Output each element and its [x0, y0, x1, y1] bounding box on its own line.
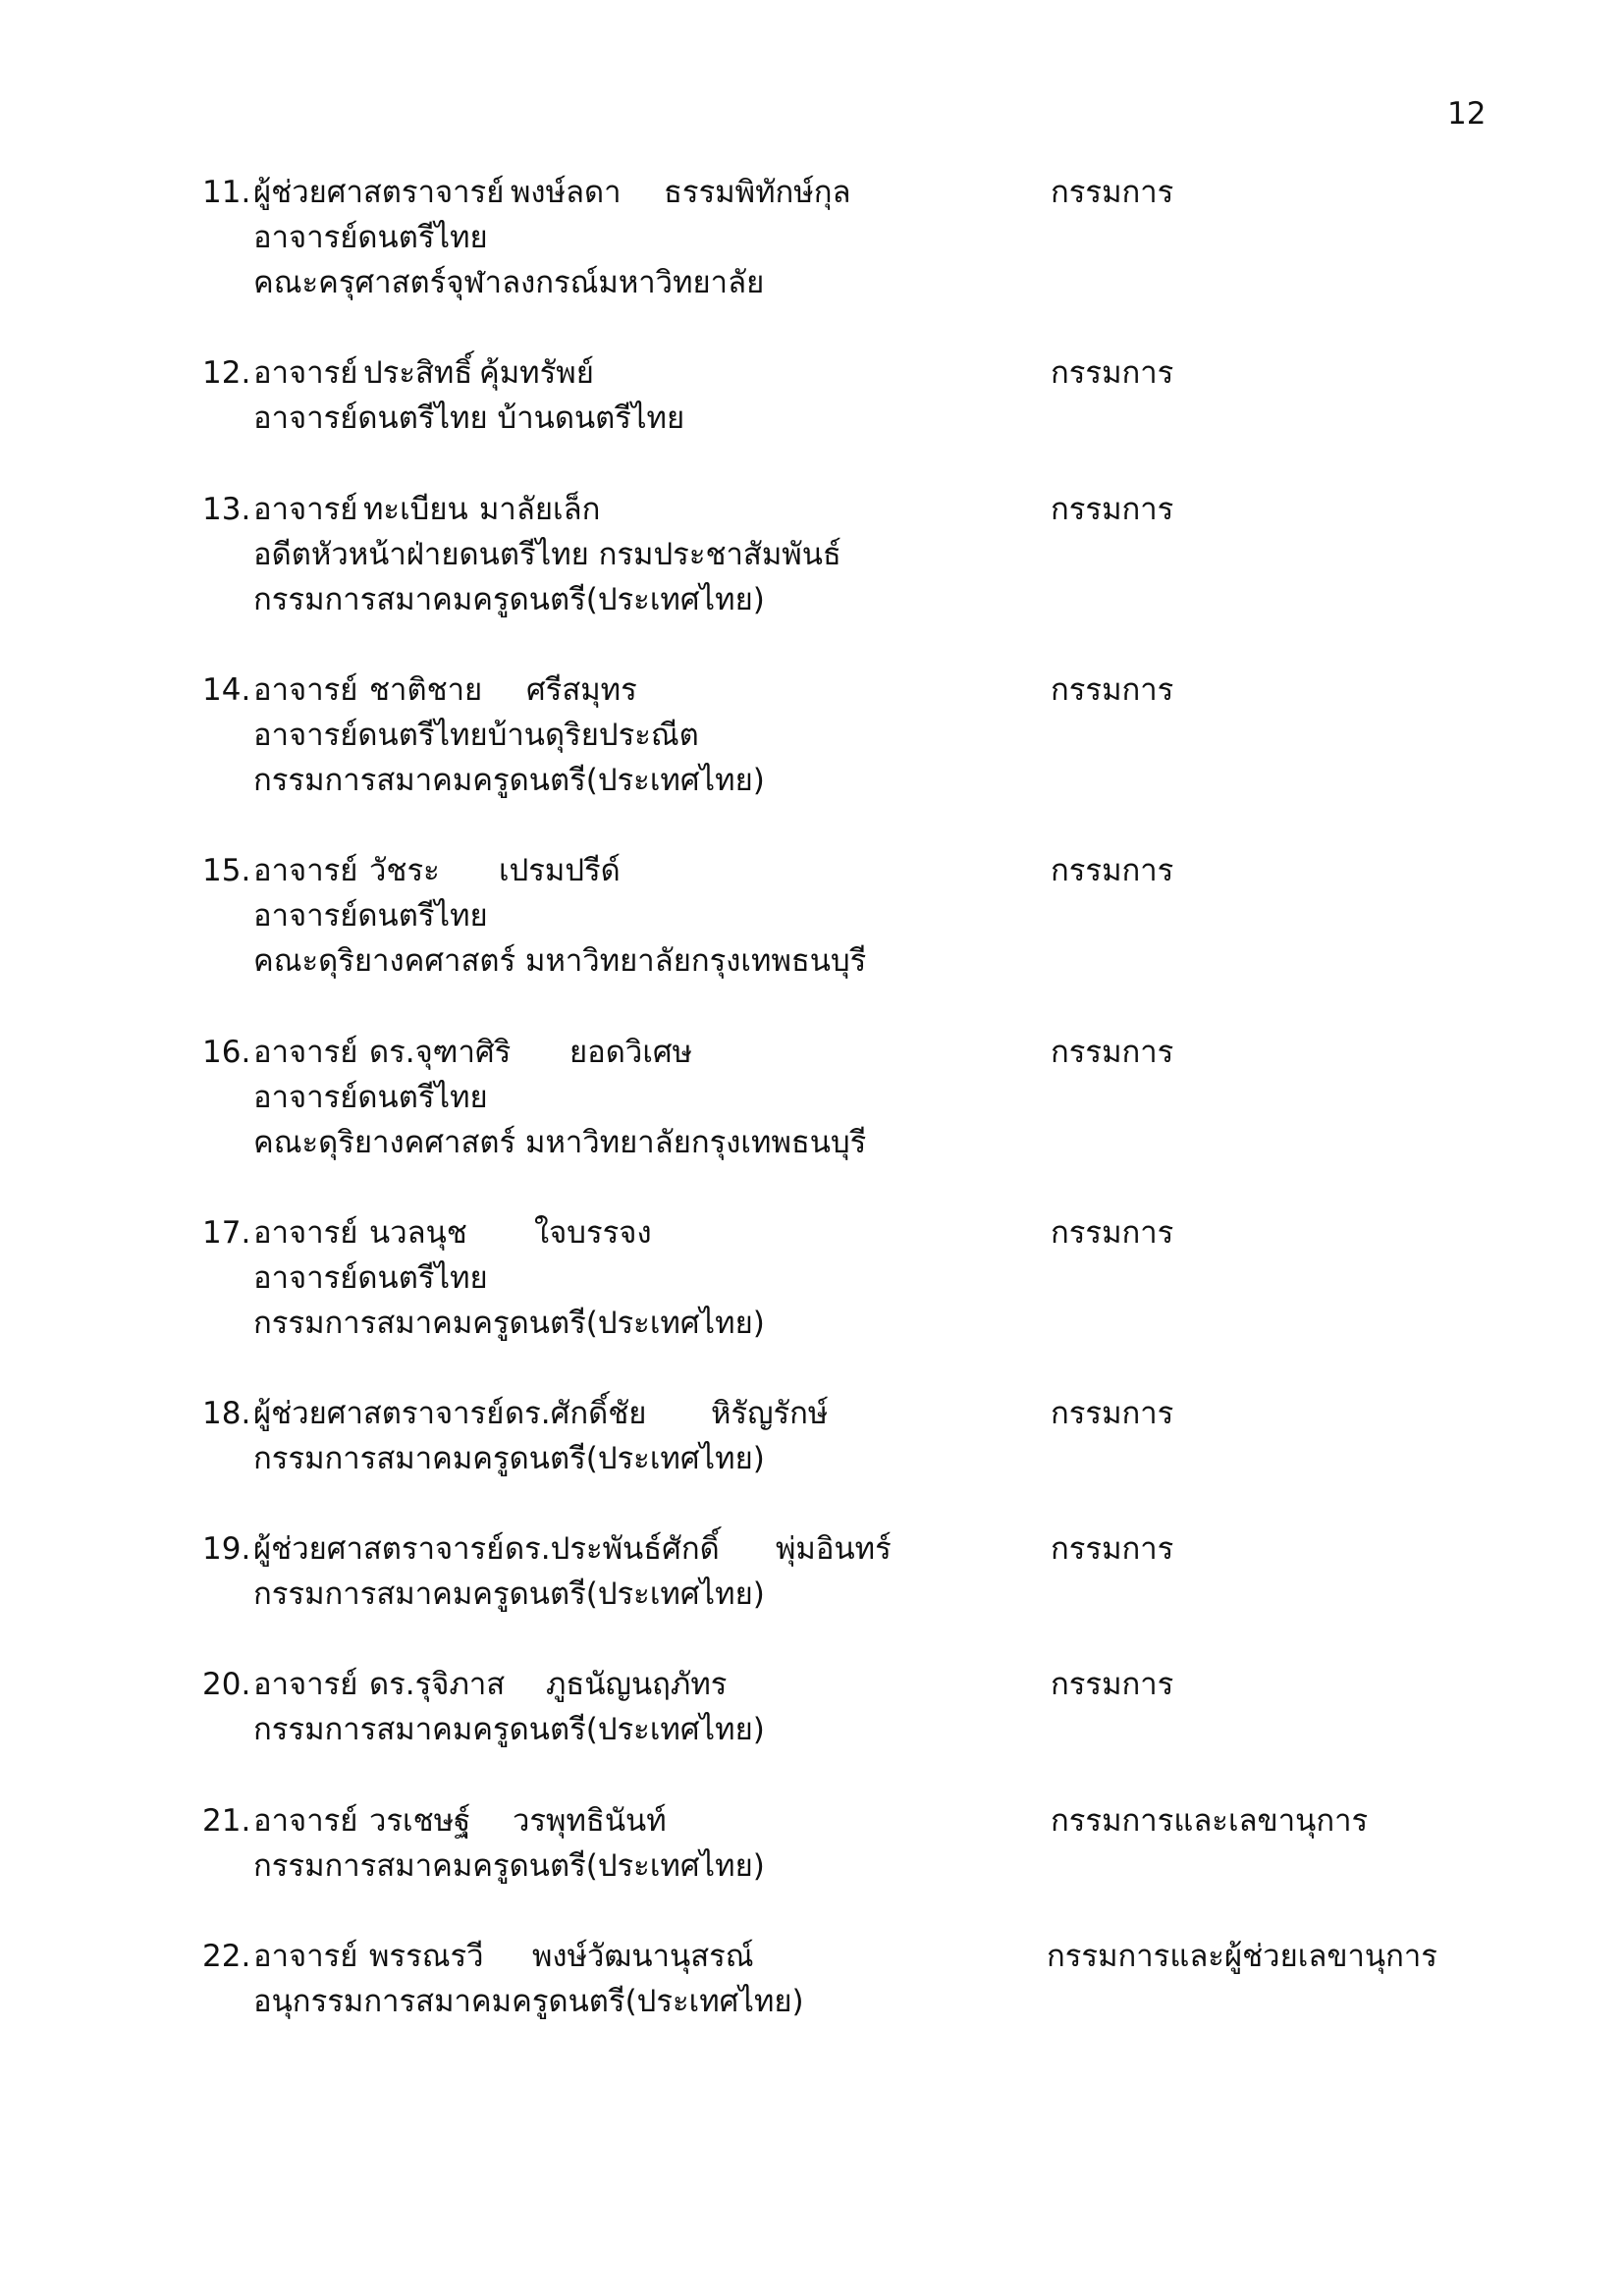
- member-first-name: ชาติชาย: [369, 672, 483, 708]
- member-first-name: นวลนุช: [369, 1215, 467, 1251]
- member-first-name: ดร.รุจิภาส: [369, 1667, 506, 1702]
- member-detail: กรรมการสมาคมครูดนตรี(ประเทศไทย): [253, 1848, 765, 1884]
- member-detail: คณะดุริยางคศาสตร์ มหาวิทยาลัยกรุงเทพธนบุรี: [253, 943, 867, 979]
- member-title: อาจารย์: [253, 1939, 358, 1974]
- member-title: อาจารย์: [253, 853, 358, 888]
- member-first-name: ดร.ศักดิ์ชัย: [505, 1396, 647, 1431]
- member-first-name: ดร.ประพันธ์ศักดิ์: [505, 1531, 720, 1567]
- member-role: กรรมการ: [1051, 1396, 1174, 1431]
- member-number: 14.: [202, 672, 251, 708]
- member-role: กรรมการและเลขานุการ: [1051, 1803, 1369, 1839]
- member-role: กรรมการ: [1051, 1035, 1174, 1070]
- member-role: กรรมการ: [1051, 672, 1174, 708]
- member-title: อาจารย์: [253, 1215, 358, 1251]
- member-number: 16.: [202, 1035, 251, 1070]
- member-number: 22.: [202, 1939, 251, 1974]
- member-role: กรรมการ: [1051, 492, 1174, 527]
- member-number: 13.: [202, 492, 251, 527]
- member-number: 15.: [202, 853, 251, 888]
- member-role: กรรมการ: [1051, 1667, 1174, 1702]
- member-last-name: ใจบรรจง: [534, 1215, 652, 1251]
- member-role: กรรมการ: [1051, 175, 1174, 210]
- page-number: 12: [1447, 96, 1487, 132]
- member-detail: อาจารย์ดนตรีไทย: [253, 220, 488, 255]
- member-title: อาจารย์: [253, 355, 358, 391]
- member-title: ผู้ช่วยศาสตราจารย์: [253, 1531, 505, 1567]
- member-detail: กรรมการสมาคมครูดนตรี(ประเทศไทย): [253, 582, 765, 617]
- member-detail: อาจารย์ดนตรีไทยบ้านดุริยประณีต: [253, 718, 699, 753]
- member-last-name: คุ้มทรัพย์: [479, 355, 594, 391]
- member-detail: กรรมการสมาคมครูดนตรี(ประเทศไทย): [253, 1441, 765, 1476]
- member-role: กรรมการและผู้ช่วยเลขานุการ: [1047, 1939, 1437, 1974]
- member-title: ผู้ช่วยศาสตราจารย์: [253, 175, 505, 210]
- member-title: อาจารย์: [253, 1667, 358, 1702]
- member-detail: อนุกรรมการสมาคมครูดนตรี(ประเทศไทย): [253, 1984, 804, 2019]
- member-number: 20.: [202, 1667, 251, 1702]
- member-first-name: วัชระ: [369, 853, 440, 888]
- member-number: 21.: [202, 1803, 251, 1839]
- member-last-name: มาลัยเล็ก: [479, 492, 601, 527]
- member-last-name: เปรมปรีด์: [499, 853, 621, 888]
- member-detail: อาจารย์ดนตรีไทย: [253, 1260, 488, 1296]
- member-role: กรรมการ: [1051, 1531, 1174, 1567]
- member-title: อาจารย์: [253, 672, 358, 708]
- member-first-name: วรเชษฐ์: [369, 1803, 471, 1839]
- member-detail: อาจารย์ดนตรีไทย บ้านดนตรีไทย: [253, 400, 685, 436]
- member-last-name: ศรีสมุทร: [526, 672, 637, 708]
- member-number: 17.: [202, 1215, 251, 1251]
- member-title: ผู้ช่วยศาสตราจารย์: [253, 1396, 505, 1431]
- member-last-name: ภูธนัญนฤภัทร: [546, 1667, 728, 1702]
- member-detail: กรรมการสมาคมครูดนตรี(ประเทศไทย): [253, 1712, 765, 1747]
- member-detail: คณะครุศาสตร์จุฬาลงกรณ์มหาวิทยาลัย: [253, 265, 765, 300]
- member-role: กรรมการ: [1051, 853, 1174, 888]
- member-detail: กรรมการสมาคมครูดนตรี(ประเทศไทย): [253, 1306, 765, 1341]
- member-first-name: ดร.จุฑาศิริ: [369, 1035, 512, 1070]
- member-title: อาจารย์: [253, 1035, 358, 1070]
- member-role: กรรมการ: [1051, 355, 1174, 391]
- member-number: 12.: [202, 355, 251, 391]
- member-first-name: พรรณรวี: [369, 1939, 484, 1974]
- member-detail: คณะดุริยางคศาสตร์ มหาวิทยาลัยกรุงเทพธนบุรี: [253, 1125, 867, 1160]
- member-detail: กรรมการสมาคมครูดนตรี(ประเทศไทย): [253, 763, 765, 798]
- member-number: 19.: [202, 1531, 251, 1567]
- member-last-name: หิรัญรักษ์: [711, 1396, 829, 1431]
- member-detail: อาจารย์ดนตรีไทย: [253, 898, 488, 934]
- member-role: กรรมการ: [1051, 1215, 1174, 1251]
- member-last-name: พุ่มอินทร์: [776, 1531, 892, 1567]
- member-detail: อาจารย์ดนตรีไทย: [253, 1080, 488, 1115]
- member-first-name: ประสิทธิ์: [363, 355, 473, 391]
- member-last-name: ธรรมพิทักษ์กุล: [664, 175, 851, 210]
- member-number: 11.: [202, 175, 251, 210]
- member-title: อาจารย์: [253, 492, 358, 527]
- member-detail: อดีตหัวหน้าฝ่ายดนตรีไทย กรมประชาสัมพันธ์: [253, 537, 841, 572]
- member-title: อาจารย์: [253, 1803, 358, 1839]
- member-last-name: วรพุทธินันท์: [513, 1803, 667, 1839]
- member-last-name: พงษ์วัฒนานุสรณ์: [532, 1939, 754, 1974]
- member-first-name: ทะเบียน: [363, 492, 468, 527]
- member-detail: กรรมการสมาคมครูดนตรี(ประเทศไทย): [253, 1576, 765, 1612]
- member-last-name: ยอดวิเศษ: [569, 1035, 693, 1070]
- member-first-name: พงษ์ลดา: [511, 175, 622, 210]
- member-number: 18.: [202, 1396, 251, 1431]
